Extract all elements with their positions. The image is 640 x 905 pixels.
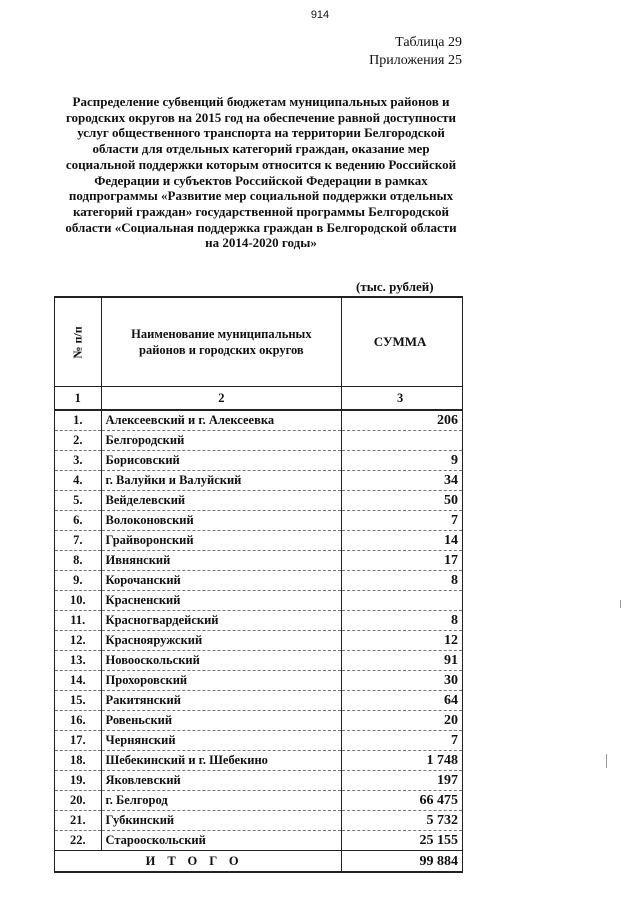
row-sum: 8 (342, 571, 463, 591)
row-name: Вейделевский (101, 491, 342, 511)
appendix-label: Приложения 25 (369, 53, 462, 68)
row-num: 12. (55, 631, 102, 651)
row-num: 15. (55, 691, 102, 711)
title-line: городских округов на 2015 год на обеспечение равной доступности (65, 109, 457, 125)
row-num: 22. (55, 831, 102, 851)
table-label: Таблица 29 (395, 35, 462, 50)
table-row (55, 531, 463, 551)
table-row (55, 811, 463, 831)
table-row (55, 511, 463, 531)
table-header-row (55, 297, 463, 387)
row-name: Борисовский (101, 451, 342, 471)
row-sum: 197 (342, 771, 463, 791)
total-label: ИТОГО (55, 851, 342, 873)
row-sum: 50 (342, 491, 463, 511)
row-sum: 34 (342, 471, 463, 491)
table-row (55, 671, 463, 691)
row-sum (342, 431, 463, 451)
header-num-label: № п/п (70, 325, 85, 359)
row-sum: 25 155 (342, 831, 463, 851)
row-sum: 91 (342, 651, 463, 671)
table-row (55, 711, 463, 731)
colnum-3: 3 (342, 387, 463, 411)
row-num: 7. (55, 531, 102, 551)
row-sum: 17 (342, 551, 463, 571)
header-sum (342, 297, 463, 387)
header-num (55, 297, 102, 387)
row-name: Краснояружский (101, 631, 342, 651)
row-num: 9. (55, 571, 102, 591)
title-line: Распределение субвенций бюджетам муниципальных районов и (72, 94, 450, 109)
row-name: Ракитянский (101, 691, 342, 711)
table-row (55, 431, 463, 451)
row-name: Волоконовский (101, 511, 342, 531)
row-name: Ивнянский (101, 551, 342, 571)
row-sum: 8 (342, 611, 463, 631)
row-sum: 9 (342, 451, 463, 471)
row-name: Старооскольский (101, 831, 342, 851)
table-row (55, 611, 463, 631)
header-name-label: Наименование муниципальных районов и городских округов (131, 327, 312, 357)
title-line: области «Социальная поддержка граждан в Белгородской области (65, 219, 457, 235)
row-name: Грайворонский (101, 531, 342, 551)
table-row (55, 491, 463, 511)
row-name: г. Валуйки и Валуйский (101, 471, 342, 491)
row-num: 5. (55, 491, 102, 511)
table-row (55, 591, 463, 611)
row-name: Ровеньский (101, 711, 342, 731)
row-sum: 12 (342, 631, 463, 651)
row-name: г. Белгород (101, 791, 342, 811)
row-num: 4. (55, 471, 102, 491)
row-sum: 206 (342, 410, 463, 431)
row-sum: 1 748 (342, 751, 463, 771)
row-num: 11. (55, 611, 102, 631)
table-row (55, 551, 463, 571)
table-row (55, 571, 463, 591)
header-sum-label: СУММА (373, 334, 427, 349)
row-name: Шебекинский и г. Шебекино (101, 751, 342, 771)
row-name: Новооскольский (101, 651, 342, 671)
row-num: 13. (55, 651, 102, 671)
row-num: 3. (55, 451, 102, 471)
row-sum (342, 591, 463, 611)
row-num: 19. (55, 771, 102, 791)
row-sum: 20 (342, 711, 463, 731)
total-row (55, 851, 463, 873)
colnum-2: 2 (101, 387, 342, 411)
table-row (55, 791, 463, 811)
column-number-row (55, 387, 463, 411)
document-title (56, 94, 466, 251)
row-sum: 5 732 (342, 811, 463, 831)
table-row (55, 651, 463, 671)
row-name: Алексеевский и г. Алексеевка (101, 410, 342, 431)
row-name: Губкинский (101, 811, 342, 831)
scan-speck (620, 600, 621, 608)
row-sum: 7 (342, 511, 463, 531)
table-row (55, 410, 463, 431)
table-row (55, 691, 463, 711)
header-name (101, 297, 342, 387)
table-row (55, 451, 463, 471)
table-row (55, 831, 463, 851)
row-num: 8. (55, 551, 102, 571)
table-row (55, 731, 463, 751)
title-line: на 2014-2020 годы» (205, 235, 317, 251)
row-sum: 30 (342, 671, 463, 691)
row-num: 1. (55, 410, 102, 431)
title-line: области для отдельных категорий граждан, оказание мер (92, 141, 430, 157)
table-row (55, 771, 463, 791)
row-sum: 7 (342, 731, 463, 751)
row-num: 14. (55, 671, 102, 691)
row-name: Белгородский (101, 431, 342, 451)
table-label-block (369, 34, 462, 70)
row-name: Яковлевский (101, 771, 342, 791)
title-line: Федерации и субъектов Российской Федерации в рамках (94, 172, 428, 188)
row-num: 21. (55, 811, 102, 831)
row-name: Чернянский (101, 731, 342, 751)
scan-speck (606, 754, 607, 768)
total-sum: 99 884 (342, 851, 463, 873)
title-line: подпрограммы «Развитие мер социальной поддержки отдельных (68, 188, 454, 204)
row-num: 2. (55, 431, 102, 451)
page-number: 914 (310, 9, 330, 21)
table-row (55, 751, 463, 771)
row-sum: 64 (342, 691, 463, 711)
title-line: услуг общественного транспорта на территории Белгородской (77, 125, 445, 141)
subvention-table (54, 296, 463, 873)
row-sum: 14 (342, 531, 463, 551)
title-line: социальной поддержки которым относится к ведению Российской (65, 156, 457, 172)
table-row (55, 631, 463, 651)
table-row (55, 471, 463, 491)
row-name: Прохоровский (101, 671, 342, 691)
row-name: Красненский (101, 591, 342, 611)
row-num: 17. (55, 731, 102, 751)
row-name: Красногвардейский (101, 611, 342, 631)
row-num: 18. (55, 751, 102, 771)
row-num: 16. (55, 711, 102, 731)
title-line: категорий граждан» государственной программы Белгородской (72, 203, 450, 219)
row-num: 20. (55, 791, 102, 811)
row-num: 6. (55, 511, 102, 531)
row-name: Корочанский (101, 571, 342, 591)
units-label: (тыс. рублей) (356, 279, 434, 294)
colnum-1: 1 (55, 387, 102, 411)
row-num: 10. (55, 591, 102, 611)
row-sum: 66 475 (342, 791, 463, 811)
